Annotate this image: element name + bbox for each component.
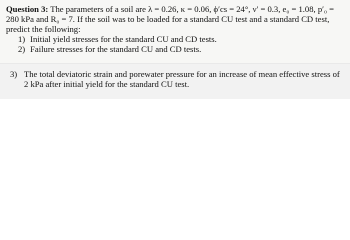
part-number: 3) [10,69,18,79]
part-text: The total deviatoric strain and porewater pressure for an increase of mean effective stress of 2 kPa after initial yield for the standard CU test. [24,69,340,89]
list-item [18,34,344,44]
part-text: Initial yield stresses for the standard CU and CD tests. [30,34,217,44]
list-item [18,44,344,54]
question-3-parts-list [6,34,344,54]
question-part-3 [6,69,344,89]
question-3-intro: The parameters of a soil are λ = 0.26, κ = 0.06, ϕ′cs = 24°, ν′ = 0.3, e₀ = 1.08, p′₀ = 280 kPa and R₀ = 7. If the soil was to be loaded for a standard CU test and a standard CD test, predict the following: [6,4,334,34]
question-part-3-block [0,64,350,99]
part-number: 1) [18,34,26,44]
part-number: 2) [18,44,26,54]
question-3-paragraph [6,4,344,34]
part-text: Failure stresses for the standard CU and CD tests. [30,44,202,54]
question-3-block [0,0,350,64]
question-3-label: Question 3: [6,4,49,14]
